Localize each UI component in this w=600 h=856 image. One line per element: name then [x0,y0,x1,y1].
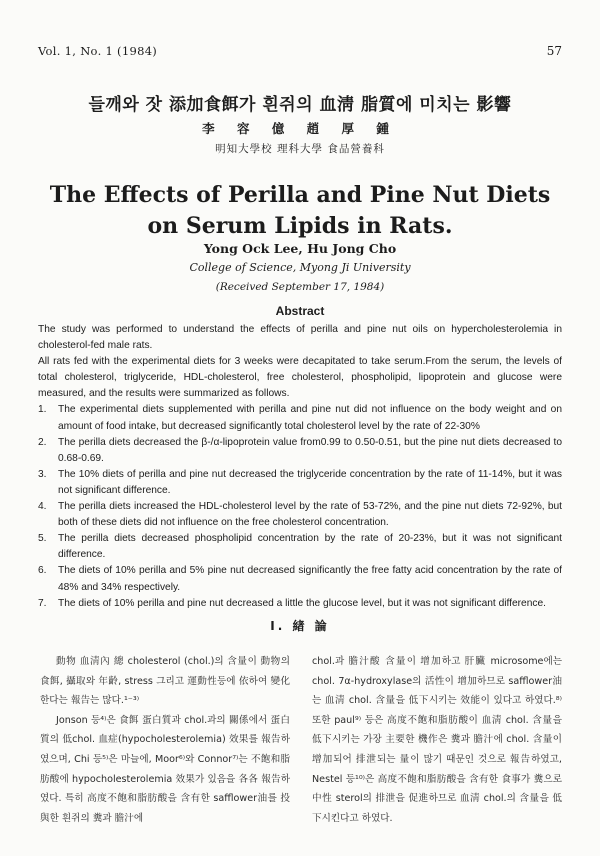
korean-authors: 李 容 億 趙 厚 鍾 [202,121,398,136]
abstract-heading: Abstract [275,304,325,318]
result-item-text: The 10% diets of perilla and pine nut decreased the triglyceride concentration by the rate of 11-14%, but it was not significant difference. [58,468,562,496]
result-item [38,402,562,434]
english-authors: Yong Ock Lee, Hu Jong Cho [203,241,397,256]
result-item [38,435,562,467]
result-item-number: 4. [38,501,47,513]
result-item-text: The diets of 10% perilla and pine nut decreased a little the glucose level, but it was not significant difference. [58,597,546,609]
result-item [38,563,562,595]
abstract-paragraph: The study was performed to understand the effects of perilla and pine nut oils on hypercholesterolemia in cholesterol-fed male rats. [38,324,562,352]
body-paragraph: Jonson 등⁴⁾은 食餌 蛋白質과 chol.과의 關係에서 蛋白質의 低chol. 血症(hypocholesterolemia) 效果를 報告하였으며, Chi 등⁵⁾은 마늘에, Moor⁶⁾와 Connor⁷⁾는 不飽和脂肪酸에 hypocholesterolemia 效果가 있음을 各各 報告하였다. 특히 高度不飽和脂肪酸을 含有한 safflower油를 投與한 흰쥐의 糞과 膽汁에 [40,714,290,824]
body-paragraph: chol.과 膽汁酸 含量이 增加하고 肝臟 microsome에는 chol. 7α-hydroxylase의 活性이 增加하므로 safflower油는 血淸 chol. 含量을 低下시키는 效能이 있다고 하였다.⁸⁾ 또한 paul⁹⁾ 등은 高度不飽和脂肪酸이 血淸 chol. 含量을 低下시키는 가장 主要한 機作은 糞과 膽汁에 chol. 含量이 增加되어 排泄되는 量이 많기 때문인 것으로 報告하였고, Nestel 등¹⁰⁾은 高度不飽和脂肪酸을 含有한 食事가 糞으로 中性 sterol의 排泄을 促進하므로 血淸 chol.의 含量을 低下시킨다고 하였다. [312,656,562,824]
english-affiliation: College of Science, Myong Ji University [189,261,411,274]
result-item [38,596,562,612]
result-item-number: 2. [38,436,47,448]
result-item-text: The perilla diets decreased phospholipid concentration by the rate of 20-23%, but it was not significant difference. [58,533,562,561]
result-item-text: The diets of 10% perilla and 5% pine nut decreased significantly the free fatty acid concentration by the rate of 48% and 34% respectively. [58,565,562,593]
result-item [38,499,562,531]
result-item-text: The perilla diets increased the HDL-cholesterol level by the rate of 53-72%, and the pine nut diets 72-92%, but both of these diets did not influence on the free cholesterol concentration. [58,501,562,529]
body-column-right [312,652,562,828]
result-item-number: 1. [38,404,47,416]
english-title-line2: on Serum Lipids in Rats. [147,213,453,239]
result-item-number: 6. [38,565,47,577]
korean-affiliation: 明知大學校 理科大學 食品營養科 [215,143,385,155]
english-title-line1: The Effects of Perilla and Pine Nut Diets [49,182,551,208]
result-item-number: 3. [38,468,47,480]
result-item-number: 5. [38,533,47,545]
results-list [38,402,562,611]
running-header [38,44,562,60]
section-heading-introduction: I. 緖 論 [270,619,330,633]
result-item-text: The perilla diets decreased the β-/α-lipoprotein value from0.99 to 0.50-0.51, but the pine nut diets decreased to 0.68-0.69. [58,436,562,464]
result-item [38,531,562,563]
abstract-paragraph: All rats fed with the experimental diets for 3 weeks were decapitated to take serum.From the serum, the levels of total cholesterol, triglyceride, HDL-cholesterol, free cholesterol, phospholipid, lipoprotein and glucose were measured, and the results were summarized as follows. [38,356,562,400]
body-column-left [40,652,290,828]
page-number: 57 [546,44,562,58]
received-date: (Received September 17, 1984) [215,281,385,293]
result-item [38,467,562,499]
result-item-number: 7. [38,597,47,609]
journal-volume: Vol. 1, No. 1 (1984) [38,44,158,58]
body-paragraph: 動物 血淸內 總 cholesterol (chol.)의 含量이 動物의 食餌, 攝取와 年齡, stress 그리고 運動性등에 依하여 變化한다는 報告는 많다.¹⁻³⁾ [40,656,290,707]
result-item-text: The experimental diets supplemented with perilla and pine nut did not influence on the body weight and on amount of food intake, but decreased significantly total cholesterol level by the rate of 22-30% [58,404,562,432]
english-title [0,180,600,242]
abstract-body [38,322,562,612]
korean-title: 들깨와 잣 添加食餌가 흰쥐의 血淸 脂質에 미치는 影響 [88,95,512,115]
